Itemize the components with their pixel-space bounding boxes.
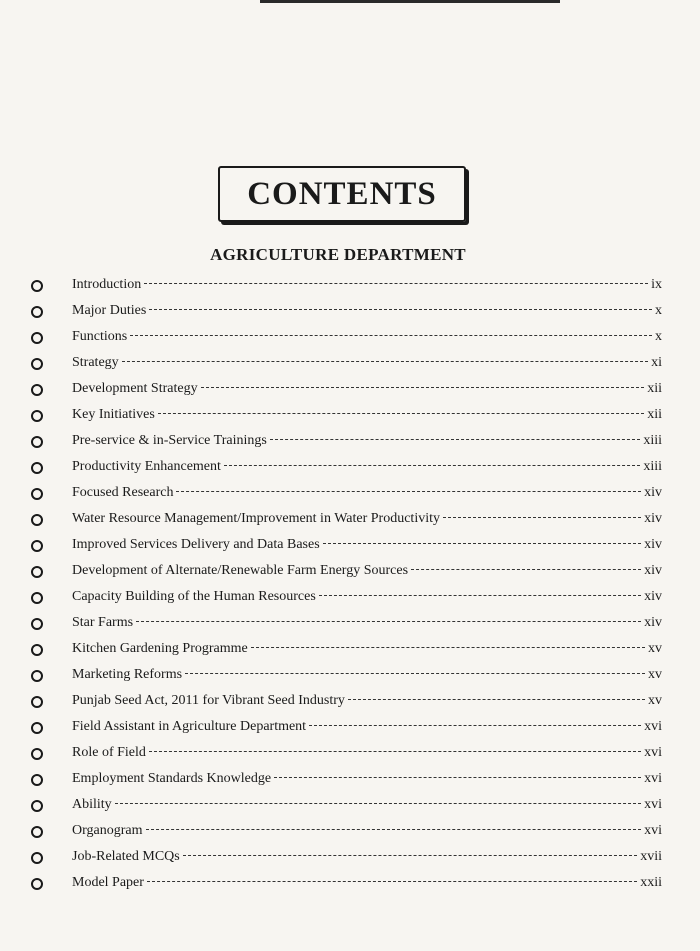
toc-page-number: xvi — [644, 745, 662, 760]
dotted-leader — [348, 699, 645, 700]
dotted-leader — [183, 855, 638, 856]
toc-entry-title: Capacity Building of the Human Resources — [72, 589, 316, 604]
dotted-leader — [411, 569, 641, 570]
toc-page-number: xvi — [644, 719, 662, 734]
toc-entry-line — [72, 795, 662, 815]
toc-page-number: xi — [651, 355, 662, 370]
circle-bullet-icon — [31, 280, 43, 292]
circle-bullet-icon — [31, 306, 43, 318]
toc-page-number: xiv — [644, 615, 662, 630]
toc-entry — [0, 403, 700, 429]
dotted-leader — [270, 439, 641, 440]
toc-page-number: xvii — [640, 849, 662, 864]
toc-entry-line — [72, 561, 662, 581]
dotted-leader — [201, 387, 645, 388]
toc-entry-line — [72, 431, 662, 451]
toc-entry-title: Key Initiatives — [72, 407, 155, 422]
dotted-leader — [319, 595, 641, 596]
toc-entry-line — [72, 301, 662, 321]
dotted-leader — [147, 881, 637, 882]
toc-entry — [0, 689, 700, 715]
toc-entry-title: Major Duties — [72, 303, 147, 318]
circle-bullet-icon — [31, 384, 43, 396]
toc-entry-title: Organogram — [72, 823, 143, 838]
toc-page-number: xii — [647, 381, 662, 396]
circle-bullet-icon — [31, 566, 43, 578]
dotted-leader — [158, 413, 644, 414]
toc-entry-title: Kitchen Gardening Programme — [72, 641, 248, 656]
toc-entry-line — [72, 327, 662, 347]
toc-page-number: xvi — [644, 797, 662, 812]
dotted-leader — [224, 465, 640, 466]
toc-page-number: xiii — [643, 459, 662, 474]
toc-page-number: xv — [648, 667, 662, 682]
dotted-leader — [115, 803, 641, 804]
toc-entry — [0, 793, 700, 819]
toc-entry-line — [72, 743, 662, 763]
circle-bullet-icon — [31, 514, 43, 526]
toc-entry-title: Employment Standards Knowledge — [72, 771, 272, 786]
toc-entry — [0, 481, 700, 507]
toc-entry-title: Strategy — [72, 355, 119, 370]
toc-entry-line — [72, 353, 662, 373]
dotted-leader — [251, 647, 645, 648]
toc-entry — [0, 871, 700, 897]
toc-page-number: xiv — [644, 537, 662, 552]
toc-page-number: ix — [651, 277, 662, 292]
toc-entry-line — [72, 613, 662, 633]
toc-page-number: xv — [648, 693, 662, 708]
toc-entry-line — [72, 717, 662, 737]
toc-entry-line — [72, 379, 662, 399]
toc-entry-title: Star Farms — [72, 615, 134, 630]
circle-bullet-icon — [31, 722, 43, 734]
circle-bullet-icon — [31, 826, 43, 838]
toc-entry — [0, 611, 700, 637]
toc-entry-line — [72, 405, 662, 425]
toc-page-number: xvi — [644, 771, 662, 786]
circle-bullet-icon — [31, 436, 43, 448]
toc-entry — [0, 819, 700, 845]
toc-entry — [0, 377, 700, 403]
toc-entry — [0, 325, 700, 351]
dotted-leader — [274, 777, 641, 778]
dotted-leader — [176, 491, 641, 492]
dotted-leader — [149, 751, 641, 752]
toc-entry-title: Functions — [72, 329, 128, 344]
toc-entry — [0, 273, 700, 299]
toc-entry-title: Productivity Enhancement — [72, 459, 221, 474]
circle-bullet-icon — [31, 410, 43, 422]
toc-entry-line — [72, 275, 662, 295]
toc-entry — [0, 637, 700, 663]
circle-bullet-icon — [31, 592, 43, 604]
toc-entry-line — [72, 483, 662, 503]
toc-entry-title: Focused Research — [72, 485, 174, 500]
toc-entry — [0, 455, 700, 481]
toc-entry-title: Pre-service & in-Service Trainings — [72, 433, 267, 448]
dotted-leader — [443, 517, 641, 518]
circle-bullet-icon — [31, 644, 43, 656]
table-of-contents — [0, 273, 700, 897]
toc-entry-line — [72, 821, 662, 841]
circle-bullet-icon — [31, 540, 43, 552]
toc-entry-title: Ability — [72, 797, 112, 812]
section-heading: AGRICULTURE DEPARTMENT — [210, 245, 466, 264]
dotted-leader — [144, 283, 648, 284]
toc-entry-title: Punjab Seed Act, 2011 for Vibrant Seed Industry — [72, 693, 345, 708]
toc-entry-title: Introduction — [72, 277, 142, 292]
circle-bullet-icon — [31, 488, 43, 500]
dotted-leader — [323, 543, 641, 544]
toc-entry-title: Role of Field — [72, 745, 146, 760]
toc-entry — [0, 429, 700, 455]
circle-bullet-icon — [31, 800, 43, 812]
toc-page-number: x — [655, 329, 662, 344]
circle-bullet-icon — [31, 618, 43, 630]
toc-entry — [0, 767, 700, 793]
toc-page-number: xiii — [643, 433, 662, 448]
toc-entry-line — [72, 691, 662, 711]
circle-bullet-icon — [31, 774, 43, 786]
toc-entry-line — [72, 587, 662, 607]
circle-bullet-icon — [31, 332, 43, 344]
toc-entry — [0, 351, 700, 377]
toc-entry — [0, 559, 700, 585]
dotted-leader — [146, 829, 642, 830]
circle-bullet-icon — [31, 852, 43, 864]
toc-page-number: x — [655, 303, 662, 318]
toc-entry-title: Marketing Reforms — [72, 667, 183, 682]
circle-bullet-icon — [31, 696, 43, 708]
page-title: CONTENTS — [247, 175, 437, 212]
toc-entry — [0, 299, 700, 325]
toc-entry-line — [72, 665, 662, 685]
toc-page-number: xiv — [644, 485, 662, 500]
circle-bullet-icon — [31, 462, 43, 474]
toc-page-number: xiv — [644, 511, 662, 526]
dotted-leader — [185, 673, 645, 674]
circle-bullet-icon — [31, 878, 43, 890]
circle-bullet-icon — [31, 358, 43, 370]
toc-page-number: xiv — [644, 563, 662, 578]
toc-page-number: xxii — [640, 875, 662, 890]
toc-entry — [0, 845, 700, 871]
toc-page-number: xii — [647, 407, 662, 422]
contents-title-box — [218, 166, 466, 222]
toc-entry — [0, 585, 700, 611]
toc-page-number: xiv — [644, 589, 662, 604]
toc-entry-title: Improved Services Delivery and Data Bases — [72, 537, 320, 552]
toc-entry-line — [72, 769, 662, 789]
dotted-leader — [149, 309, 652, 310]
toc-entry-title: Model Paper — [72, 875, 144, 890]
toc-entry-line — [72, 847, 662, 867]
toc-page-number: xv — [648, 641, 662, 656]
toc-entry — [0, 715, 700, 741]
toc-entry — [0, 741, 700, 767]
page-top-edge — [260, 0, 560, 3]
toc-entry-line — [72, 639, 662, 659]
circle-bullet-icon — [31, 670, 43, 682]
toc-entry — [0, 507, 700, 533]
dotted-leader — [309, 725, 641, 726]
toc-page-number: xvi — [644, 823, 662, 838]
toc-entry-title: Water Resource Management/Improvement in Water Productivity — [72, 511, 440, 526]
toc-entry-title: Development Strategy — [72, 381, 198, 396]
toc-entry — [0, 663, 700, 689]
toc-entry-line — [72, 509, 662, 529]
toc-entry — [0, 533, 700, 559]
circle-bullet-icon — [31, 748, 43, 760]
toc-entry-title: Field Assistant in Agriculture Department — [72, 719, 307, 734]
dotted-leader — [122, 361, 648, 362]
dotted-leader — [130, 335, 652, 336]
toc-entry-line — [72, 873, 662, 893]
toc-entry-title: Development of Alternate/Renewable Farm Energy Sources — [72, 563, 409, 578]
toc-entry-title: Job-Related MCQs — [72, 849, 180, 864]
toc-entry-line — [72, 535, 662, 555]
dotted-leader — [136, 621, 641, 622]
toc-entry-line — [72, 457, 662, 477]
